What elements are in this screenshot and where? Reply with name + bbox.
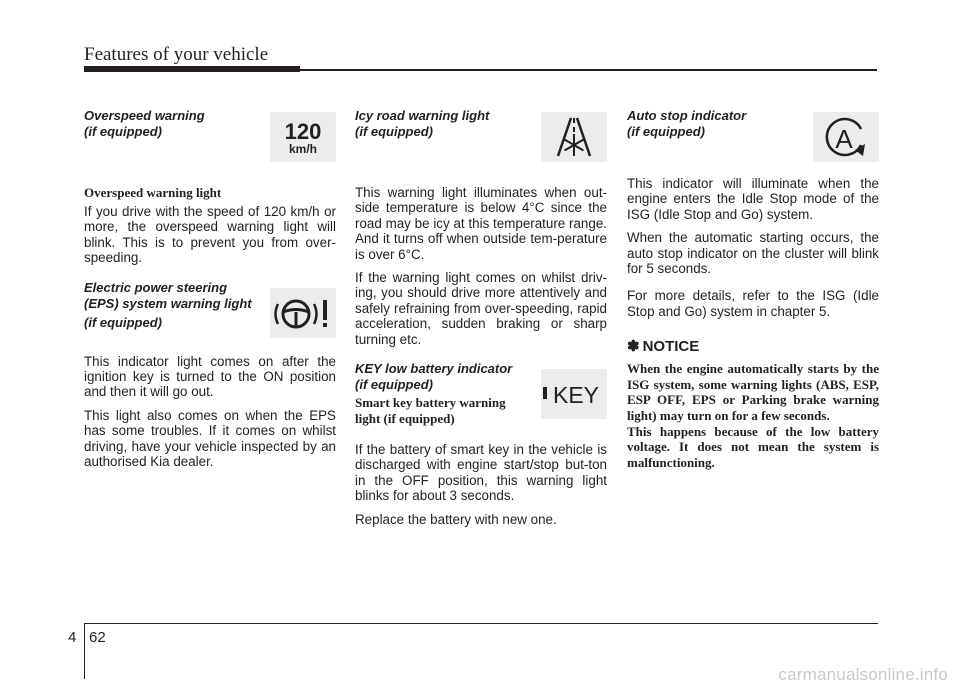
notice-symbol-icon: ✽ [627, 338, 640, 356]
overspeed-section [84, 108, 336, 266]
key-battery-heading [355, 361, 520, 393]
eps-paragraph-1: This indicator light comes on after the ignition key is turned to the ON position and then it will go out. [84, 353, 336, 400]
overspeed-heading [84, 108, 249, 140]
icy-road-icon [541, 112, 607, 162]
column-2 [355, 108, 607, 535]
auto-stop-heading [627, 108, 792, 140]
key-battery-icon [541, 369, 607, 419]
header-bar [84, 66, 300, 72]
auto-stop-paragraph-3: For more details, refer to the ISG (Idle Stop and Go) system in chapter 5. [627, 288, 879, 319]
chapter-number: 4 [68, 629, 77, 646]
auto-stop-heading-line2: (if equipped) [627, 124, 705, 139]
footer-divider [84, 623, 85, 679]
footer-rule [84, 623, 878, 624]
key-battery-heading-line2: (if equipped) [355, 377, 433, 393]
overspeed-icon-number: 120 [284, 119, 322, 144]
notice-title-text: NOTICE [642, 337, 700, 355]
column-1 [84, 108, 336, 477]
page-header-title: Features of your vehicle [84, 44, 269, 65]
overspeed-icon-unit: km/h [288, 142, 318, 156]
auto-stop-heading-line1: Auto stop indicator [627, 108, 747, 123]
key-battery-paragraph-1: If the battery of smart key in the vehicle is discharged with engine start/stop but-ton in the OFF position, this warning light blinks for about 3 seconds. [355, 442, 607, 504]
notice-text-1: When the engine automatically starts by the ISG system, some warning lights (ABS, ESP, ESP OFF, EPS or Parking brake warning light) may turn on for a few seconds. [627, 361, 879, 424]
overspeed-paragraph-1: If you drive with the speed of 120 km/h or more, the overspeed warning light will blink. This is to prevent you from over-speeding. [84, 204, 336, 266]
overspeed-heading-line1: Overspeed warning [84, 108, 205, 123]
overspeed-heading-line2: (if equipped) [84, 124, 162, 139]
notice-section [627, 337, 879, 470]
eps-heading [84, 280, 274, 331]
column-3 [627, 108, 879, 470]
icy-road-heading-line1: Icy road warning light [355, 108, 490, 123]
steering-warning-icon [270, 288, 336, 338]
notice-title [627, 337, 879, 355]
auto-stop-letter: A [835, 124, 853, 154]
eps-heading-line2: (EPS) system warning light [84, 295, 252, 311]
eps-paragraph-2: This light also comes on when the EPS has some troubles. If it comes on whilst driving, have your vehicle inspected by an authorised Kia dealer. [84, 407, 336, 470]
key-battery-section [355, 361, 607, 527]
icy-road-heading [355, 108, 520, 140]
overspeed-120-icon [270, 112, 336, 162]
key-icon-text: KEY [552, 382, 600, 409]
auto-stop-paragraph-2: When the automatic starting occurs, the auto stop indicator on the cluster will blink for 5 seconds. [627, 230, 879, 277]
header-rule [300, 69, 877, 71]
icy-road-section [355, 108, 607, 347]
key-battery-subheading-line1: Smart key battery warning [355, 395, 506, 411]
watermark: carmanualsonline.info [778, 665, 948, 684]
icy-road-paragraph-1: This warning light illuminates when out-side temperature is below 4°C since the road may be icy at this temperature range. And it turns off when outside tem-perature is over 6°C. [355, 185, 607, 262]
key-battery-heading-line1: KEY low battery indicator [355, 361, 513, 377]
key-battery-subheading-line2: light (if equipped) [355, 411, 455, 427]
notice-text-2: This happens because of the low battery voltage. It does not mean the system is malfunctioning. [627, 423, 879, 470]
eps-heading-line1: Electric power steering [84, 279, 228, 295]
icy-road-paragraph-2: If the warning light comes on whilst driv-ing, you should drive more attentively and safely refraining from over-speeding, rapid acceleration, sudden braking or sharp turning etc. [355, 270, 607, 347]
eps-heading-line3: (if equipped) [84, 314, 162, 330]
page-number: 62 [89, 629, 106, 646]
key-battery-paragraph-2: Replace the battery with new one. [355, 511, 557, 527]
eps-section [84, 280, 336, 470]
auto-stop-section [627, 108, 879, 319]
auto-stop-paragraph-1: This indicator will illuminate when the engine enters the Idle Stop mode of the ISG (Idle Stop and Go) system. [627, 176, 879, 222]
auto-stop-icon [813, 112, 879, 162]
icy-road-heading-line2: (if equipped) [355, 124, 433, 139]
overspeed-subheading: Overspeed warning light [84, 185, 222, 200]
